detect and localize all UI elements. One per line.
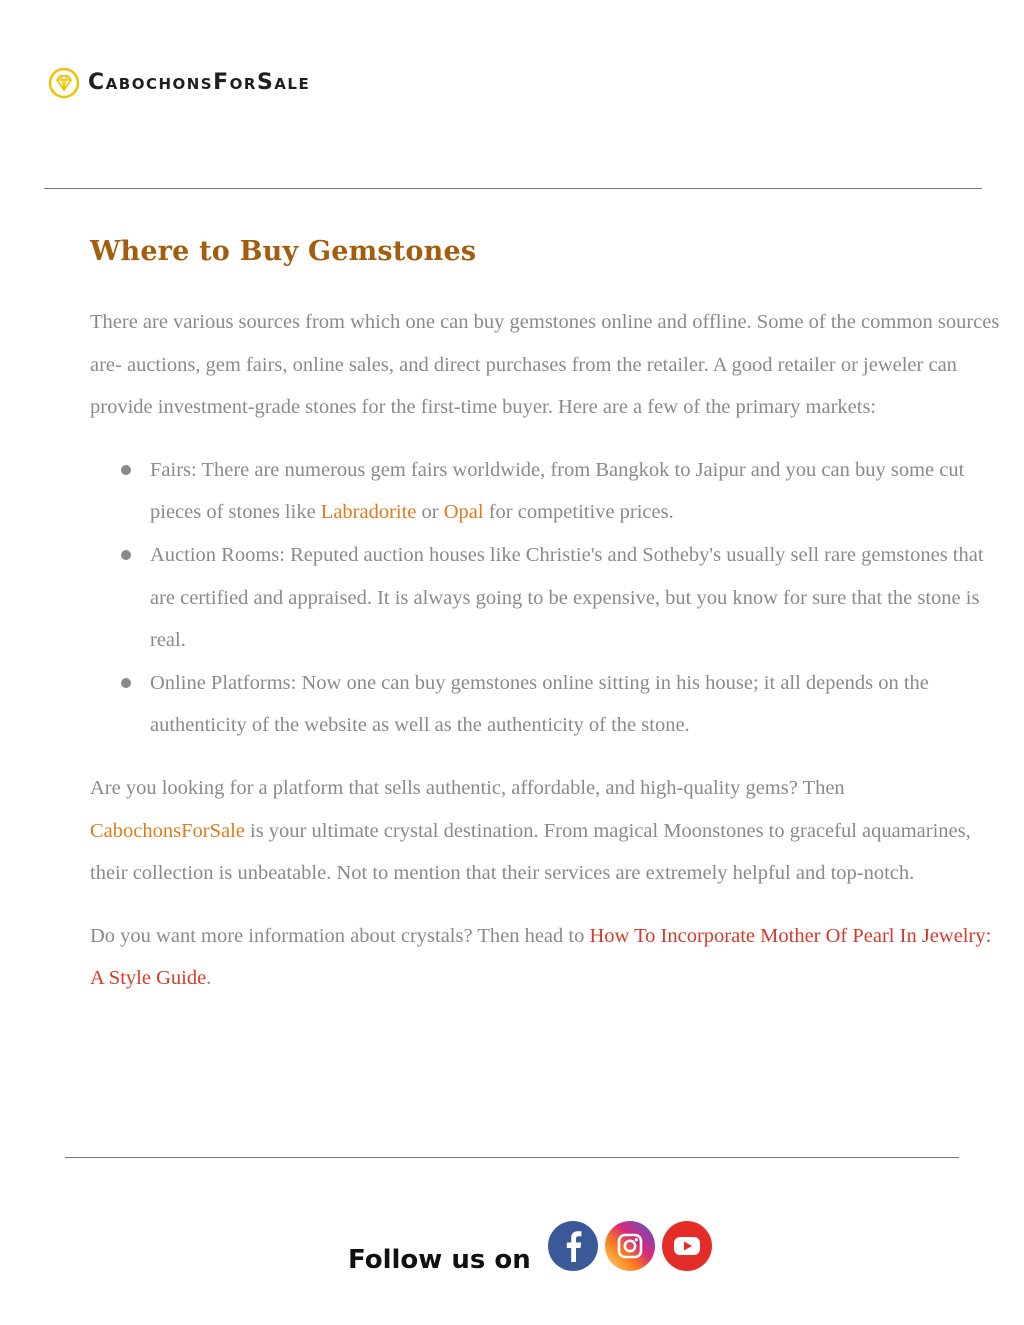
platform-paragraph xyxy=(90,767,1000,895)
article-body xyxy=(90,301,1000,1000)
platform-text-end: is your ultimate crystal destination. From magical Moonstones to graceful aquamarines, their collection is unbeatable. Not to mention that their services are extremely helpful and top-notch. xyxy=(90,819,971,885)
page-title: Where to Buy Gemstones xyxy=(90,236,477,267)
top-divider xyxy=(44,188,982,189)
list-item xyxy=(90,662,1000,747)
bullet-icon xyxy=(121,678,131,688)
online-platforms-text: Online Platforms: Now one can buy gemstones online sitting in his house; it all depends on the authenticity of the website as well as the authenticity of the stone. xyxy=(150,671,929,737)
facebook-icon[interactable] xyxy=(547,1220,599,1272)
instagram-icon[interactable] xyxy=(604,1220,656,1272)
labradorite-link[interactable]: Labradorite xyxy=(320,501,417,524)
more-info-period: . xyxy=(206,967,212,990)
more-info-paragraph xyxy=(90,915,1000,1000)
brand-name[interactable]: CabochonsForSale xyxy=(88,70,311,95)
list-item xyxy=(90,534,1000,662)
bullet-icon xyxy=(121,465,131,475)
cabochonsforsale-link[interactable]: CabochonsForSale xyxy=(90,819,245,842)
bullet-icon xyxy=(121,550,131,560)
more-info-text: Do you want more information about crystals? Then head to xyxy=(90,924,590,947)
platform-text: Are you looking for a platform that sells authentic, affordable, and high-quality gems? Then xyxy=(90,776,845,799)
opal-link[interactable]: Opal xyxy=(443,501,484,524)
social-footer xyxy=(348,1216,718,1276)
fairs-text: Fairs: There are numerous gem fairs worldwide, from Bangkok to Jaipur and you can buy some cut pieces of stones like xyxy=(150,458,965,524)
fairs-or: or xyxy=(416,501,444,524)
fairs-text-end: for competitive prices. xyxy=(483,501,674,524)
markets-list xyxy=(90,449,1000,747)
youtube-icon[interactable] xyxy=(661,1220,713,1272)
follow-us-label: Follow us on xyxy=(348,1245,531,1275)
gem-logo-icon[interactable] xyxy=(48,67,80,99)
mother-of-pearl-guide-link[interactable]: How To Incorporate Mother Of Pearl In Jewelry: A Style Guide xyxy=(90,924,992,990)
bottom-divider xyxy=(65,1157,959,1158)
list-item xyxy=(90,449,1000,534)
site-header xyxy=(48,64,310,102)
intro-paragraph: There are various sources from which one can buy gemstones online and offline. Some of the common sources are- auctions, gem fairs, online sales, and direct purchases from the retailer. A good retailer or jeweler can provide investment-grade stones for the first-time buyer. Here are a few of the primary markets: xyxy=(90,311,1000,419)
auction-rooms-text: Auction Rooms: Reputed auction houses like Christie's and Sotheby's usually sell rare gemstones that are certified and appraised. It is always going to be expensive, but you know for sure that the stone is real. xyxy=(150,543,984,652)
